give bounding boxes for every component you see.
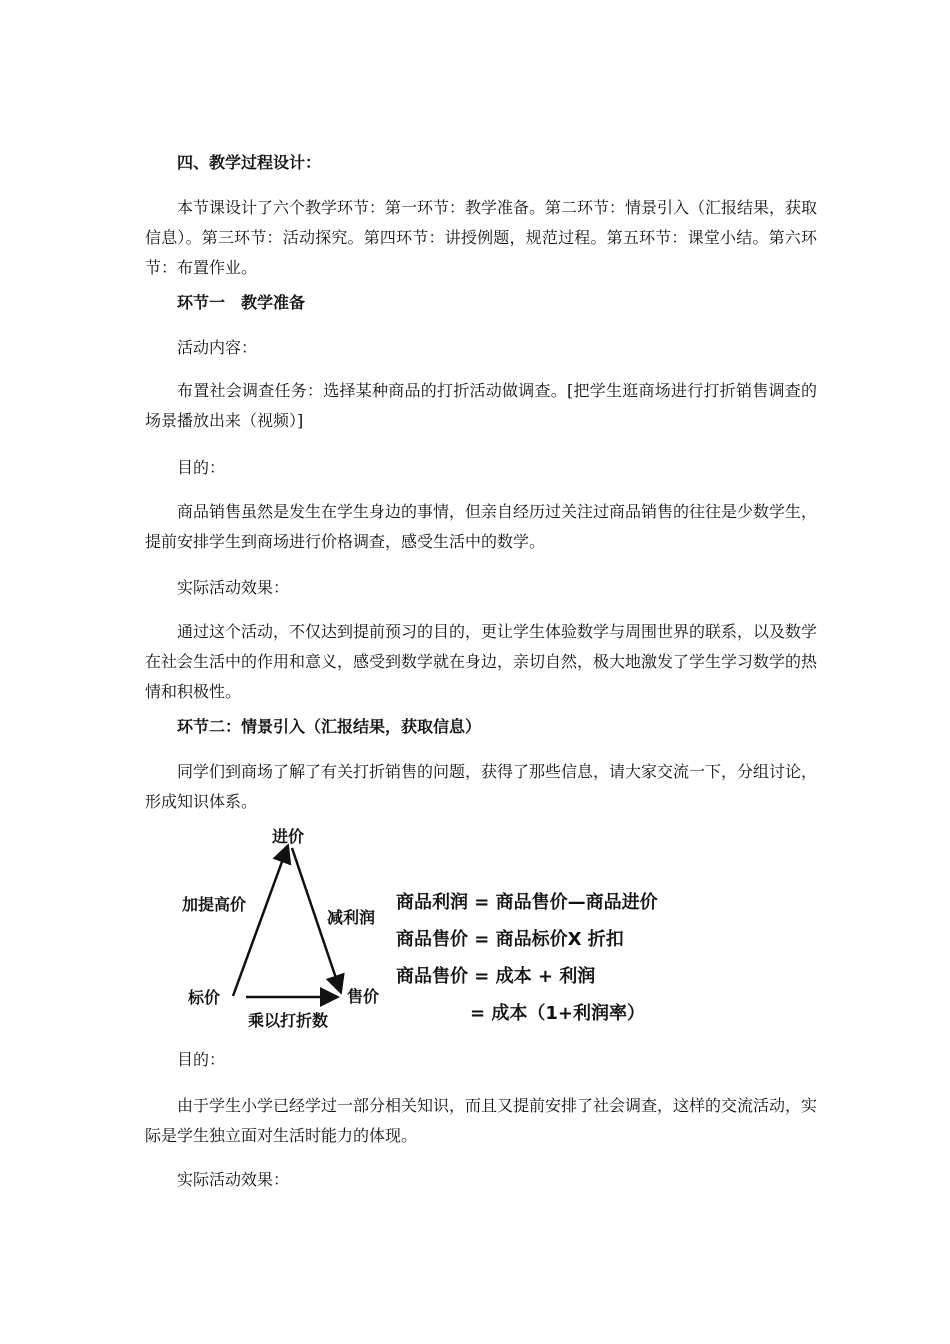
step1-effect-label: 实际活动效果： [177,578,290,597]
step1-purpose-label: 目的： [177,458,226,477]
section-heading: 四、教学过程设计： [177,153,322,172]
formula-profit: 商品利润 = 商品售价—商品进价 [396,892,658,913]
step1-effect-text: 通过这个活动，不仅达到提前预习的目的，更让学生体验数学与周围世界的联系，以及数学在社会生活中的作用和意义，感受到数学就在身边，亲切自然，极大地激发了学生学习数学的热情和积极性。 [145,622,818,701]
discount-edge-label: 乘以打折数 [248,1011,329,1030]
formula-selling-price-discount: 商品售价 = 商品标价X 折扣 [396,929,624,950]
marked-price-label: 标价 [188,988,221,1007]
step2-purpose-label: 目的： [177,1050,226,1069]
intro-paragraph: 本节课设计了六个教学环节：第一环节：教学准备。第二环节：情景引入（汇报结果，获取信息）。第三环节：活动探究。第四环节：讲授例题，规范过程。第五环节：课堂小结。第六环节：布置作业。 [145,198,818,277]
step2-effect-label: 实际活动效果： [177,1170,290,1189]
profit-edge-label: 减利润 [327,908,376,927]
step2-heading: 环节二：情景引入（汇报结果，获取信息） [177,717,482,736]
selling-price-label: 售价 [347,987,380,1006]
purchase-price-label: 进价 [272,827,305,846]
step1-purpose-text: 商品销售虽然是发生在学生身边的事情，但亲自经历过关注过商品销售的往往是少数学生，提前安排学生到商场进行价格调查，感受生活中的数学。 [145,502,818,551]
step1-activity-label: 活动内容： [177,338,258,357]
step2-intro-text: 同学们到商场了解了有关打折销售的问题，获得了那些信息，请大家交流一下，分组讨论，形成知识体系。 [145,762,818,811]
step2-purpose-text: 由于学生小学已经学过一部分相关知识，而且又提前安排了社会调查，这样的交流活动，实际是学生独立面对生活时能力的体现。 [145,1096,818,1145]
formula-selling-price-cost: 商品售价 = 成本 + 利润 [396,966,596,987]
step1-activity-text: 布置社会调查任务：选择某种商品的打折活动做调查。[把学生逛商场进行打折销售调查的场景播放出来（视频）] [145,381,817,430]
arrow-markup-edge [233,848,287,996]
markup-edge-label: 加提高价 [182,895,247,914]
price-relationship-diagram [150,818,670,1038]
step1-heading: 环节一 教学准备 [177,293,306,312]
formula-cost-rate: = 成本（1+利润率） [470,1003,645,1024]
